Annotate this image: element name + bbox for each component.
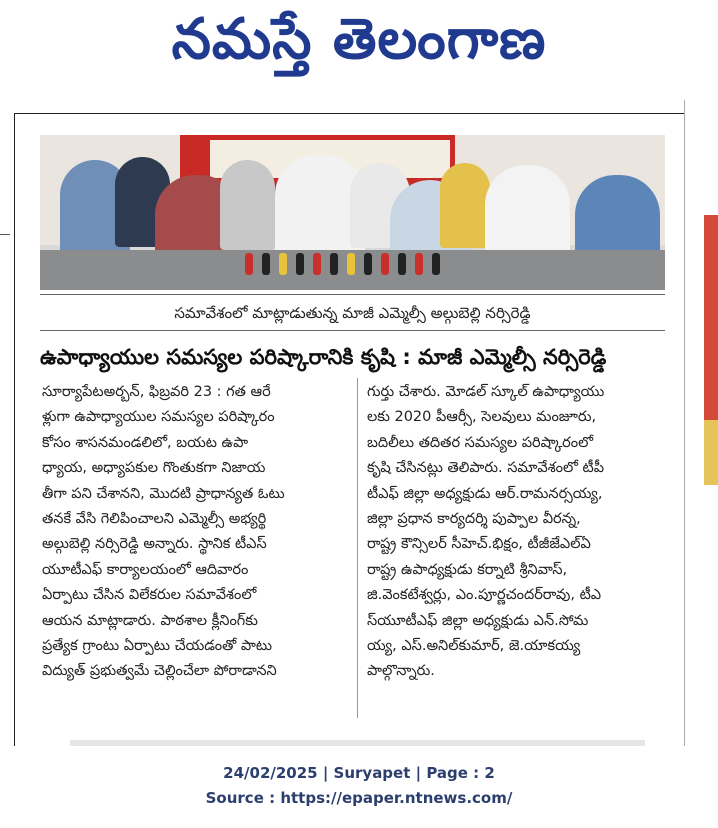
edition-info: 24/02/2025 | Suryapet | Page : 2 <box>223 764 495 782</box>
text-line: కోసం శాసనమండలిలో, బయట ఉపా <box>42 434 249 451</box>
text-line: సూర్యాపేటఅర్బన్, ఫిబ్రవరి 23 : గత ఆరే <box>42 384 271 400</box>
text-line: విద్యుత్ ప్రభుత్వమే చెల్లించేలా పోరాడానని <box>42 663 277 680</box>
text-line: య్య, ఎస్.అనిల్‌కుమార్, జె.యాకయ్య <box>367 638 581 655</box>
text-line: రాష్ట్ర కౌన్సిలర్ సీహెచ్.భిక్షం, టీజీజేఎల్‌ఏ <box>367 536 591 553</box>
person-figure <box>220 160 275 250</box>
text-line: కృషి చేసినట్లు తెలిపారు. సమావేశంలో టీపీ <box>367 460 605 477</box>
microphone <box>347 253 355 275</box>
text-line: పాల్గొన్నారు. <box>367 663 435 680</box>
news-photo <box>40 135 665 290</box>
article-column-right <box>367 380 667 685</box>
text-line: ఏర్పాటు చేసిన విలేకరుల సమావేశంలో <box>42 587 257 604</box>
text-line: అల్గుబెల్లి నర్సిరెడ్డి అన్నారు. స్థానిక టీఎస్ <box>42 536 267 553</box>
text-line: ధ్యాయ, అధ్యాపకుల గొంతుకగా నిజాయ <box>42 460 266 477</box>
microphone <box>381 253 389 275</box>
microphone <box>279 253 287 275</box>
photo-caption: సమావేశంలో మాట్లాడుతున్న మాజీ ఎమ్మెల్సీ అల్గుబెల్లి నర్సిరెడ్డి <box>174 304 531 322</box>
text-line: యూటీఎఫ్ కార్యాలయంలో ఆదివారం <box>42 561 249 578</box>
page-border <box>14 113 15 746</box>
text-line: ప్రత్యేక గ్రాంటు ఏర్పాటు చేయడంతో పాటు <box>42 638 273 655</box>
divider <box>0 234 10 235</box>
microphone <box>313 253 321 275</box>
adjacent-article-fragment <box>70 740 645 746</box>
adjacent-article-image <box>704 420 718 485</box>
text-line: తనకే వేసి గెలిపించాలని ఎమ్మెల్సీ అభ్యర్థి <box>42 511 267 528</box>
page-border <box>14 113 684 114</box>
person-figure <box>575 175 660 260</box>
text-line: జి.వెంకటేశ్వర్లు, ఎం.పూర్ణచందర్‌రావు, టీఎ <box>367 587 602 604</box>
microphone <box>296 253 304 275</box>
person-figure <box>440 163 490 248</box>
microphone <box>262 253 270 275</box>
person-figure <box>485 165 570 255</box>
microphone <box>432 253 440 275</box>
page-border <box>684 100 685 746</box>
masthead <box>0 0 718 80</box>
divider <box>40 330 665 331</box>
divider <box>40 294 665 295</box>
microphone <box>364 253 372 275</box>
text-line: ఆయన మాట్లాడారు. పాఠశాల క్లీనింగ్‌కు <box>42 612 258 629</box>
text-line: లకు 2020 పీఆర్సీ, సెలవులు మంజూరు, <box>367 409 597 426</box>
microphone <box>245 253 253 275</box>
text-line: బదిలీలు తదితర సమస్యల పరిష్కారంలో <box>367 434 594 451</box>
text-line: తీగా పని చేశానని, మొదటి ప్రాధాన్యత ఓటు <box>42 485 285 502</box>
text-line: రాష్ట్ర ఉపాధ్యక్షుడు కర్నాటి శ్రీనివాస్, <box>367 561 568 578</box>
text-line: జిల్లా ప్రధాన కార్యదర్శి పుప్పాల వీరన్న, <box>367 511 581 528</box>
text-line: స్‌యూటీఎఫ్ జిల్లా అధ్యక్షుడు ఎన్.సోమ <box>367 612 589 629</box>
microphone <box>398 253 406 275</box>
newspaper-logo: నమస్తే తెలంగాణ <box>171 7 547 72</box>
text-line: ళ్లుగా ఉపాధ్యాయుల సమస్యల పరిష్కారం <box>42 409 275 426</box>
source-link[interactable]: Source : https://epaper.ntnews.com/ <box>205 789 513 807</box>
article-headline: ఉపాధ్యాయుల సమస్యల పరిష్కారానికి కృషి : మాజీ ఎమ్మెల్సీ నర్సిరెడ్డి <box>40 345 607 369</box>
microphone <box>415 253 423 275</box>
text-line: టీఎఫ్ జిల్లా అధ్యక్షుడు ఆర్.రామనర్సయ్య, <box>367 485 603 502</box>
text-line: గుర్తు చేశారు. మోడల్ స్కూల్ ఉపాధ్యాయు <box>367 384 605 400</box>
microphone <box>330 253 338 275</box>
column-divider <box>357 378 358 718</box>
article-column-left <box>42 380 352 685</box>
